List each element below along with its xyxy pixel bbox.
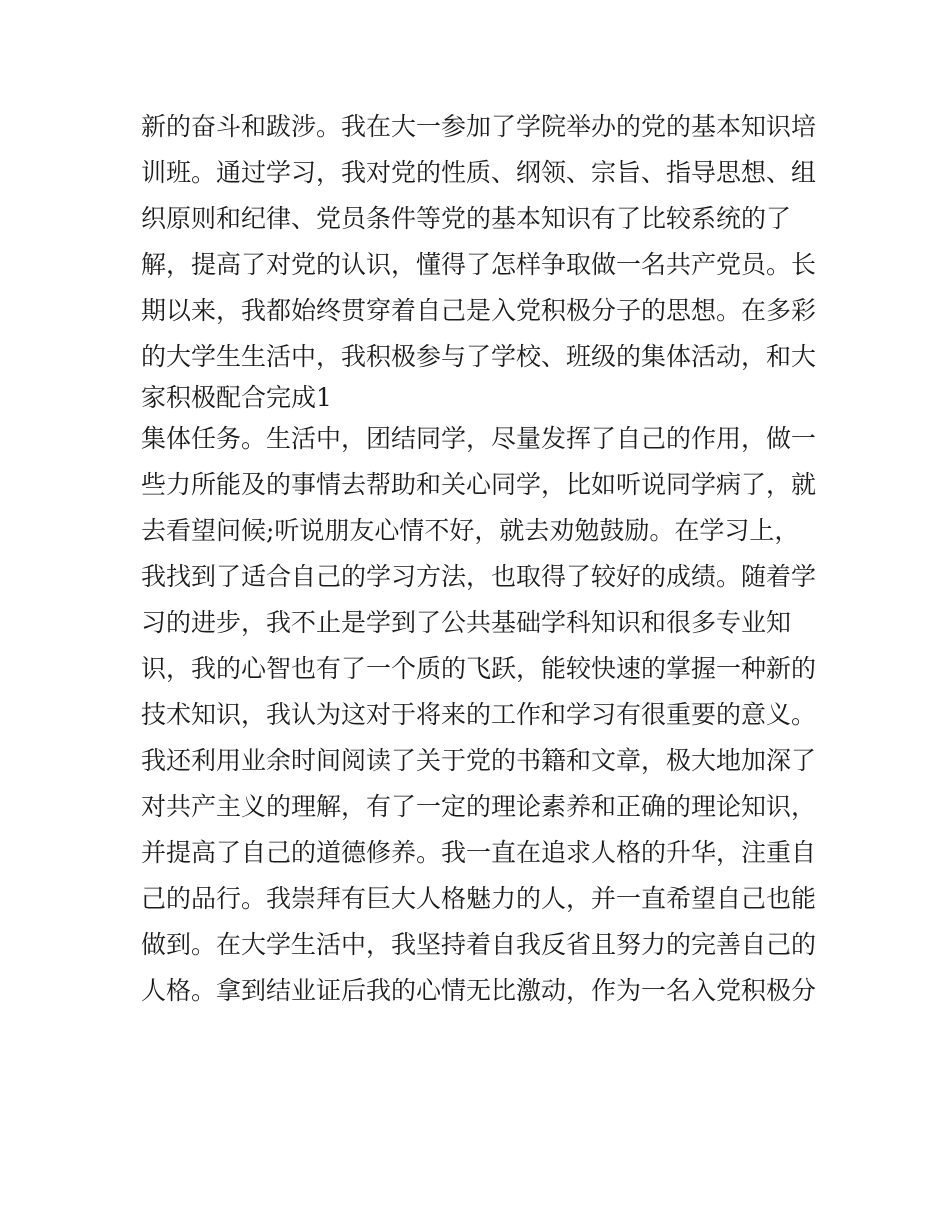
text-line: 人格。拿到结业证后我的心情无比激动，作为一名入党积极分 [141,976,817,1005]
text-line: 集体任务。生活中，团结同学，尽量发挥了自己的作用，做一 [141,424,817,453]
text-line: 训班。通过学习，我对党的性质、纲领、宗旨、指导思想、组 [141,158,817,187]
text-line: 去看望问候;听说朋友心情不好，就去劝勉鼓励。在学习上， [141,516,800,545]
text-line: 识，我的心智也有了一个质的飞跃，能较快速的掌握一种新的 [141,654,817,683]
text-line: 些力所能及的事情去帮助和关心同学，比如听说同学病了，就 [141,470,817,499]
text-line: 做到。在大学生活中，我坚持着自我反省且努力的完善自己的 [141,930,817,959]
text-line: 己的品行。我崇拜有巨大人格魅力的人，并一直希望自己也能 [141,884,817,913]
text-line: 我找到了适合自己的学习方法，也取得了较好的成绩。随着学 [141,562,817,591]
text-line: 织原则和纪律、党员条件等党的基本知识有了比较系统的了 [141,204,792,233]
text-line: 新的奋斗和跋涉。我在大一参加了学院举办的党的基本知识培 [141,112,817,141]
document-body [141,104,821,1014]
text-line: 习的进步，我不止是学到了公共基础学科知识和很多专业知 [141,608,792,637]
text-line: 我还利用业余时间阅读了关于党的书籍和文章，极大地加深了 [141,746,817,775]
text-line: 对共产主义的理解，有了一定的理论素养和正确的理论知识， [141,792,817,821]
text-line: 技术知识，我认为这对于将来的工作和学习有很重要的意义。 [141,700,817,729]
text-line: 的大学生生活中，我积极参与了学校、班级的集体活动，和大 [141,342,817,371]
text-line: 并提高了自己的道德修养。我一直在追求人格的升华，注重自 [141,838,817,867]
text-line: 解，提高了对党的认识，懂得了怎样争取做一名共产党员。长 [141,250,817,279]
text-line: 期以来，我都始终贯穿着自己是入党积极分子的思想。在多彩 [141,296,817,325]
text-line: 家积极配合完成1 [141,383,332,412]
